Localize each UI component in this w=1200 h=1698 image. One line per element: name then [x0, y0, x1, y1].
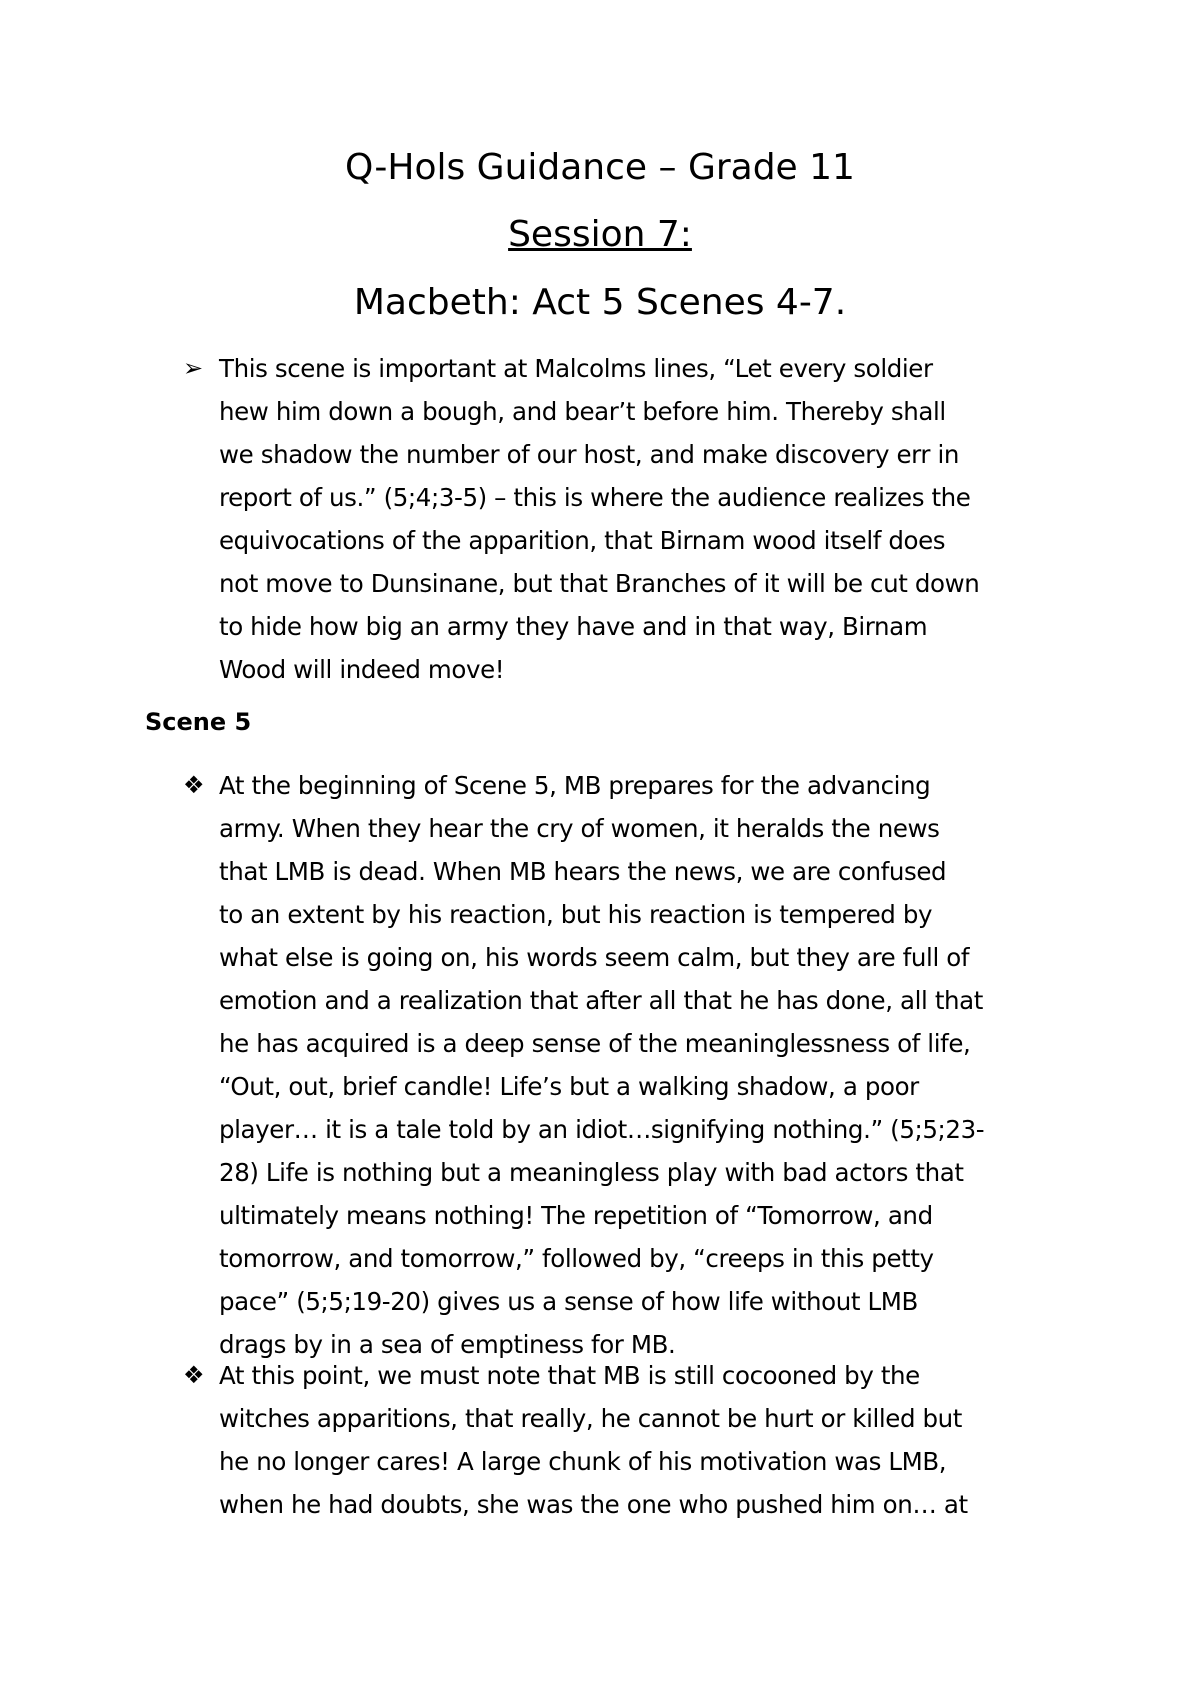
scene-5-bullet-text: At this point, we must note that MB is still cocooned by the witches apparitions, that really, he cannot be hurt or killed but he no longer cares! A large chunk of his motivation was LMB, when he had doubts, she was the one who pushed him on… at: [219, 1361, 968, 1519]
arrow-bullet-icon: ➢: [183, 354, 204, 382]
scene-5-heading: Scene 5: [145, 708, 252, 736]
scene-5-bullet-item: [183, 764, 1083, 1366]
document-subtitle: Macbeth: Act 5 Scenes 4-7.: [353, 282, 847, 323]
diamond-bullet-icon: ❖: [183, 1361, 205, 1389]
intro-bullet-text: This scene is important at Malcolms lines, “Let every soldier hew him down a bough, and bear’t before him. Thereby shall we shadow the number of our host, and make discovery err in report of us.” (5;4;3-5) – this is where the audience realizes the equivocations of the apparition, that Birnam wood itself does not move to Dunsinane, but that Branches of it will be cut down to hide how big an army they have and in that way, Birnam Wood will indeed move!: [219, 354, 980, 684]
document-title: Q-Hols Guidance – Grade 11: [345, 147, 855, 188]
intro-bullet-item: [183, 347, 1083, 691]
scene-5-bullet-text: At the beginning of Scene 5, MB prepares for the advancing army. When they hear the cry of women, it heralds the news that LMB is dead. When MB hears the news, we are confused to an extent by his reaction, but his reaction is tempered by what else is going on, his words seem calm, but they are full of emotion and a realization that after all that he has done, all that he has acquired is a deep sense of the meaninglessness of life, “Out, out, brief candle! Life’s but a walking shadow, a poor player… it is a tale told by an idiot…signifying nothing.” (5;5;23- 28) Life is nothing but a meaningless play with bad actors that ultimately means nothing! The repetition of “Tomorrow, and tomorrow, and tomorrow,” followed by, “creeps in this petty pace” (5;5;19-20) gives us a sense of how life without LMB drags by in a sea of emptiness for MB.: [219, 771, 985, 1359]
session-heading: Session 7:: [508, 214, 692, 255]
scene-5-bullet-item: [183, 1354, 1083, 1526]
diamond-bullet-icon: ❖: [183, 771, 205, 799]
